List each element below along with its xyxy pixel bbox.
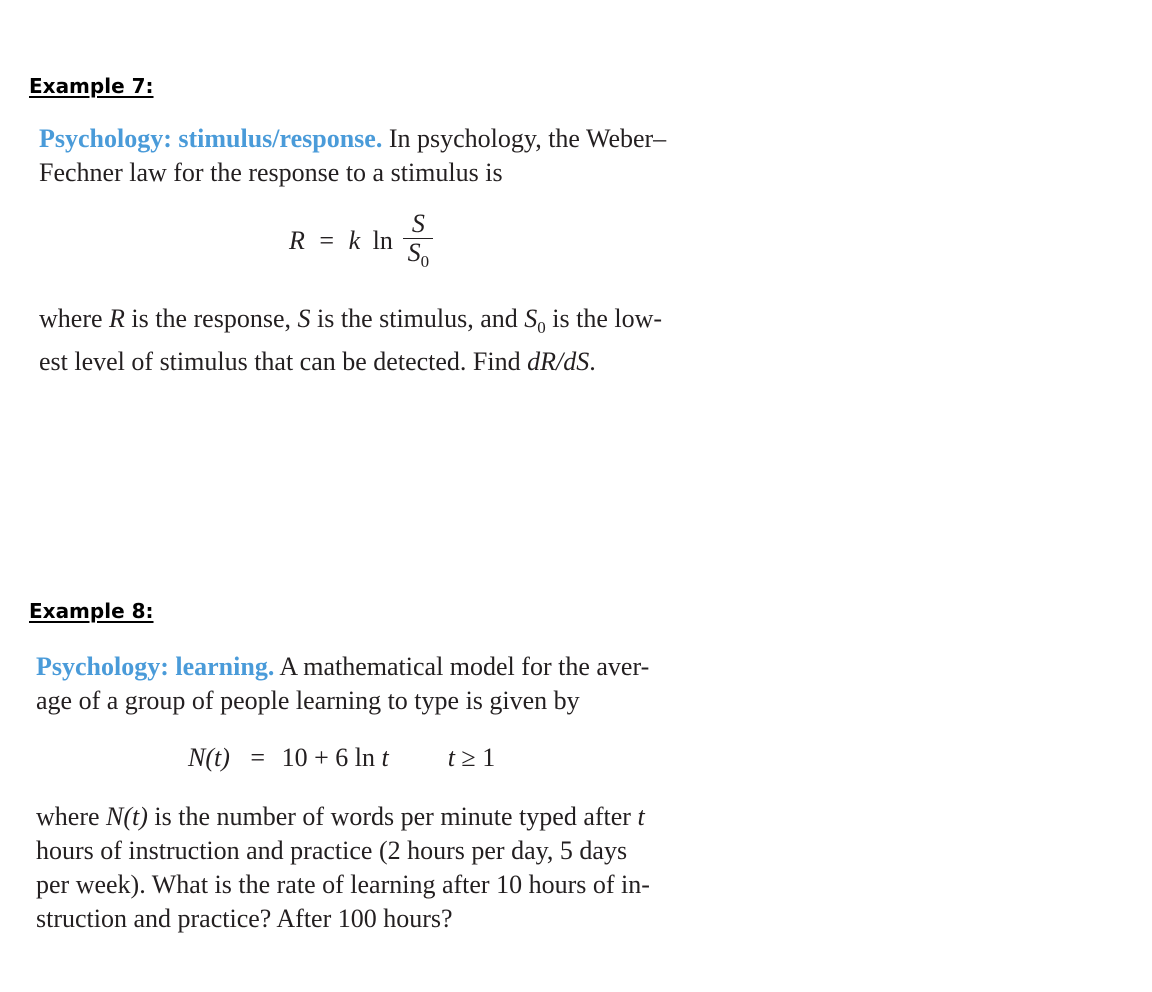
e8-after-w2: is the number of words per minute typed after <box>147 802 638 831</box>
example-8-heading: Example 8: <box>29 599 154 623</box>
eq8-equals: = <box>250 743 266 772</box>
eq7-numerator: S <box>411 209 425 238</box>
e8-after-Nt: N(t) <box>106 802 148 831</box>
e7-after-w1: where <box>39 304 110 333</box>
example-7-lead: Psychology: stimulus/response. <box>39 124 383 153</box>
eq7-lhs: R <box>289 226 305 256</box>
example-7-explanation <box>39 302 662 379</box>
e7-after-line2: est level of stimulus that can be detected. Find <box>39 347 528 377</box>
eq8-rhs-t: t <box>381 743 389 772</box>
e7-after-deriv: dR/dS <box>527 347 590 377</box>
example-8-lead: Psychology: learning. <box>36 652 275 681</box>
e7-after-w2: is the response, <box>124 304 298 333</box>
eq8-cond-rest: ≥ 1 <box>454 743 496 772</box>
e7-after-R: R <box>109 304 125 333</box>
e8-after-t: t <box>637 802 645 831</box>
e8-after-line2: hours of instruction and practice (2 hours per day, 5 days <box>36 836 628 865</box>
e7-after-end: . <box>589 347 596 377</box>
eq8-lhs: N(t) <box>188 743 230 772</box>
example-7-intro <box>39 122 666 190</box>
eq7-den-base: S <box>407 238 421 267</box>
eq7-den-sub: 0 <box>420 252 430 272</box>
eq8-rhs: 10 + 6 ln <box>281 743 382 772</box>
e7-after-S0: S <box>524 304 538 333</box>
example-8-intro <box>36 650 649 718</box>
e8-after-line3: per week). What is the rate of learning after 10 hours of in- <box>36 870 650 899</box>
example-8-intro-line2: age of a group of people learning to type is given by <box>36 686 580 715</box>
e8-after-w1: where <box>36 802 107 831</box>
example-8-explanation <box>36 800 650 936</box>
example-8-intro-line1: A mathematical model for the aver- <box>274 652 650 681</box>
example-7-intro-line2: Fechner law for the response to a stimulus is <box>39 158 503 187</box>
eq8-cond-t: t <box>447 743 455 772</box>
example-8-equation <box>188 743 495 773</box>
e7-after-w3: is the stimulus, and <box>310 304 525 333</box>
e7-after-S0-sub: 0 <box>537 318 546 338</box>
e7-after-w4: is the low- <box>545 304 663 333</box>
eq7-equals: = <box>319 226 335 256</box>
example-7-intro-line1: In psychology, the Weber– <box>382 124 667 153</box>
eq7-ln: ln <box>372 226 393 256</box>
e7-after-S: S <box>297 304 311 333</box>
eq7-k: k <box>348 226 361 256</box>
example-7-equation <box>289 210 433 276</box>
eq7-fraction <box>403 210 433 276</box>
example-7-heading: Example 7: <box>29 74 154 98</box>
e8-after-line4: struction and practice? After 100 hours? <box>36 904 453 933</box>
eq7-denominator <box>406 239 432 276</box>
